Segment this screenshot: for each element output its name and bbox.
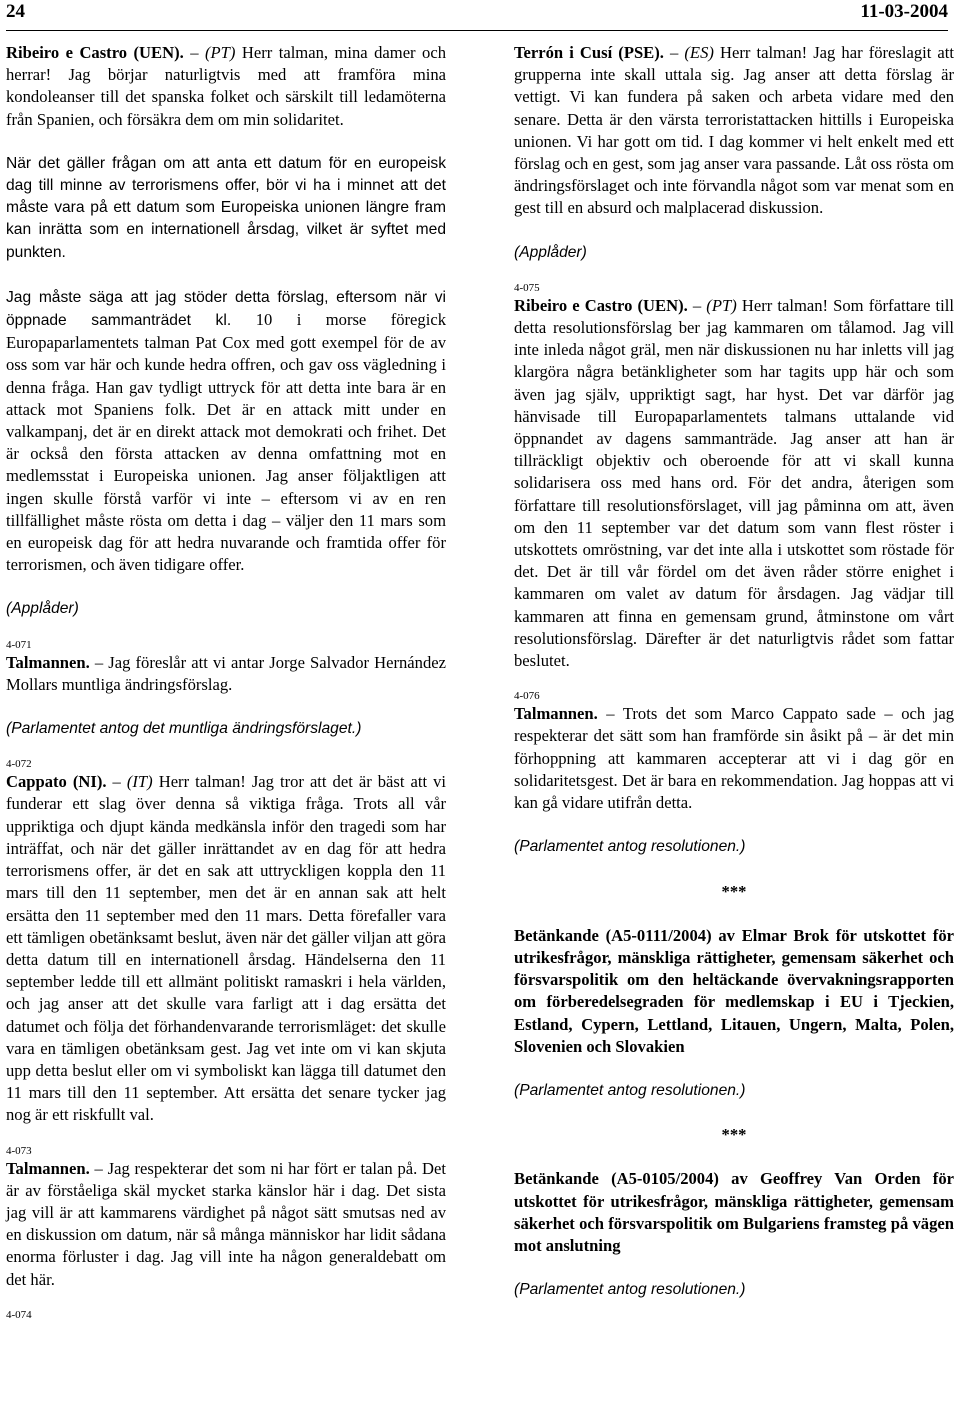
speech-terron: Terrón i Cusí (PSE). – (ES) Herr talman! Jag har föreslagit att grupperna inte skall uttala sig. Jag anser att detta förslag är vettigt. Vi kan fundera på saken och arbeta vidare med den senare. Detta är den värsta terroristattacken hittills i Europeiska unionen. Vi har gott om tid. I dag kommer vi helt enkelt med ett förslag och en gest, som jag anser vara passande. Låt oss rösta om ändringsförslaget och inte förvandla något som var menat som en gest till en absurd och malplacerad diskussion.: [514, 43, 955, 218]
report-title-van-orden: Betänkande (A5-0105/2004) av Geoffrey Van Orden för utskottet för utrikesfrågor, mänskliga rättigheter, gemensam säkerhet och försvarspolitik om Bulgariens framsteg på vägen mot anslutning: [514, 1169, 954, 1255]
language-tag: (PT): [204, 43, 236, 62]
speaker-name: Ribeiro e Castro (UEN).: [6, 43, 184, 62]
adoption-note: (Parlamentet antog resolutionen.): [514, 838, 746, 856]
item-number: 4-074: [6, 1308, 32, 1321]
item-number: 4-073: [6, 1144, 32, 1157]
speaker-name: Talmannen.: [6, 652, 90, 672]
speaker-name: Terrón i Cusí (PSE).: [514, 43, 664, 62]
speech-paragraph: När det gäller frågan om att anta ett datum för en europeisk dag till minne av terrorismens offer, bör vi ha i minnet att det måste vara på ett datum som Europeiska unionen längre fram kan inrätta som en internationell årsdag, vilket är syftet med punkten.: [6, 154, 446, 261]
page-number: 24: [6, 1, 25, 22]
speech-president-3: Talmannen. – Trots det som Marco Cappato sade – och jag respekterar det sätt som han framförde sin åsikt på – är det min förhoppning att kammaren accepterar att vi i dag gör en solidaritetsgest. Det är bara en rekommendation. Jag hoppas att vi kan gå vidare utifrån detta.: [514, 704, 954, 813]
report-title-brok: Betänkande (A5-0111/2004) av Elmar Brok för utskottet för utrikesfrågor, mänskliga rättigheter, gemensam säkerhet och försvarspolitik om den heltäckande övervakningsrapporten om förberedelsegraden för medlemskap i EU i Tjeckien, Estland, Cypern, Lettland, Litauen, Ungern, Malta, Polen, Slovenien och Slovakien: [514, 925, 954, 1056]
applause-note: (Applåder): [6, 600, 79, 618]
language-tag: (PT): [706, 295, 737, 315]
session-date: 11-03-2004: [860, 1, 948, 22]
page-header: [6, 0, 948, 31]
item-number: 4-071: [6, 638, 32, 651]
speaker-name: Cappato (NI).: [6, 772, 107, 792]
speaker-name: Talmannen.: [514, 704, 598, 724]
left-column: [6, 42, 446, 1322]
item-number: 4-075: [514, 281, 540, 294]
item-number: 4-076: [514, 690, 540, 703]
item-number: 4-072: [6, 758, 32, 771]
applause-note: (Applåder): [514, 243, 587, 261]
speech-cappato: Cappato (NI). – (IT) Herr talman! Jag tror att det är bäst att vi funderar ett slag över denna så viktiga fråga. Trots all vår uppriktiga och djupt kända medkänsla inför den tragedi som har inträffat, och när det gäller inrättandet av en dag för att hedra terrorismens offer, är det en sak att uttryckligen koppla den 11 mars till den 11 september, men det är en annan sak att helt ersätta den 11 september med den 11 mars. Detta förefaller vara ett tämligen obetänksamt beslut, även när det gäller viljan att göra detta datum till en internationell årsdag. Händelserna den 11 september ledde till ett allmänt politiskt ramaskri i hela världen, och jag anser att det skulle vara farligt att i dag ersätta det datumet och följa det förhandenvarande terrorismläget: det skulle vara en tämligen obetänksam gest. Jag vet inte om vi kan skjuta upp detta beslut eller om vi symboliskt kan lägga till datumet den 11 mars till den 11 september. Att ersätta det senare tycker jag nog är ett riskfullt val.: [6, 772, 447, 1125]
adoption-note: (Parlamentet antog resolutionen.): [514, 1081, 746, 1099]
speech-paragraph: Jag måste säga att jag stöder detta förslag, eftersom när vi öppnade sammanträdet kl. 10 i morse föregick Europaparlamentets talman Pat Cox med gott exempel för de av oss som var här och kunde hedra offren, och gav oss vägledning i denna fråga. Han gav tydligt uttryck för att detta inte bara är en attack mot Spaniens folk. Det är en attack mitt under en valkampanj, det är en direkt attack mot demokrati och frihet. Det är också den första attacken av denna omfattning mot en medlemsstat i Europeiska unionen. Jag anser följaktligen att ingen skulle förstå varför vi inte – eftersom vi av en ren tillfällighet måste rösta om detta i dag – väljer den 11 mars som en europeisk dag för att hedra nuvarande och framtida offer för terrorismen, och även tidigare offer.: [6, 288, 446, 575]
section-separator: ***: [721, 881, 747, 901]
adoption-note: (Parlamentet antog det muntliga ändringsförslaget.): [6, 720, 362, 738]
language-tag: (ES): [684, 43, 714, 62]
right-column: [514, 42, 954, 1301]
speaker-name: Ribeiro e Castro (UEN).: [514, 295, 688, 315]
language-tag: (IT): [126, 772, 153, 792]
speech-ribeiro-1: Ribeiro e Castro (UEN). – (PT) Herr talman, mina damer och herrar! Jag börjar naturligtvis med att framföra mina kondoleanser till det spanska folket och särskilt till ledamöterna från Spanien, och försäkra dem om min solidaritet.: [6, 43, 446, 129]
speaker-name: Talmannen.: [6, 1158, 90, 1178]
speech-president-1: Talmannen. – Jag föreslår att vi antar Jorge Salvador Hernández Mollars muntliga ändringsförslag.: [6, 652, 446, 694]
speech-ribeiro-2: Ribeiro e Castro (UEN). – (PT) Herr talman! Som författare till detta resolutionsförslag ber jag kammaren om tålamod. Jag vill inte inleda något gräl, men när diskussionen nu har inletts vill jag klargöra några betänkligheter som har tagits upp här och som även jag själv, uppriktigt sagt, har hyst. Det var därför jag hänvisade till Europaparlamentets talmans uttalande vid öppnandet av dagens sammanträde. Jag anser att han är tillräckligt objektiv och oberoende för att vi skall kunna solidarisera oss med hans ord. För det andra, återigen som författare till resolutionsförslaget, vill jag påminna om att, även om den 11 september var det datum som vann flest röster i utskottets omröstning, var det inte alla i utskottet som röstade för det. Det är till vår fördel om det även råder större enighet i kammaren om valet av datum för årsdagen. Jag vädjar till kammaren att finna en gemensam grund, åtminstone om vårt resolutionsförslag. Därefter är det naturligtvis rådet som fattar beslutet.: [514, 295, 954, 671]
speech-president-2: Talmannen. – Jag respekterar det som ni har fört er talan på. Det är av förståeliga skäl mycket starka känslor här i dag. Det sista jag vill är att kammarens värdighet på något sätt smutsas ned av en diskussion om datum, när så många människor har lidit sådana enorma förluster i dag. Jag vill inte ha någon generaldebatt om det här.: [6, 1158, 447, 1289]
adoption-note: (Parlamentet antog resolutionen.): [514, 1281, 746, 1299]
section-separator: ***: [721, 1125, 747, 1145]
